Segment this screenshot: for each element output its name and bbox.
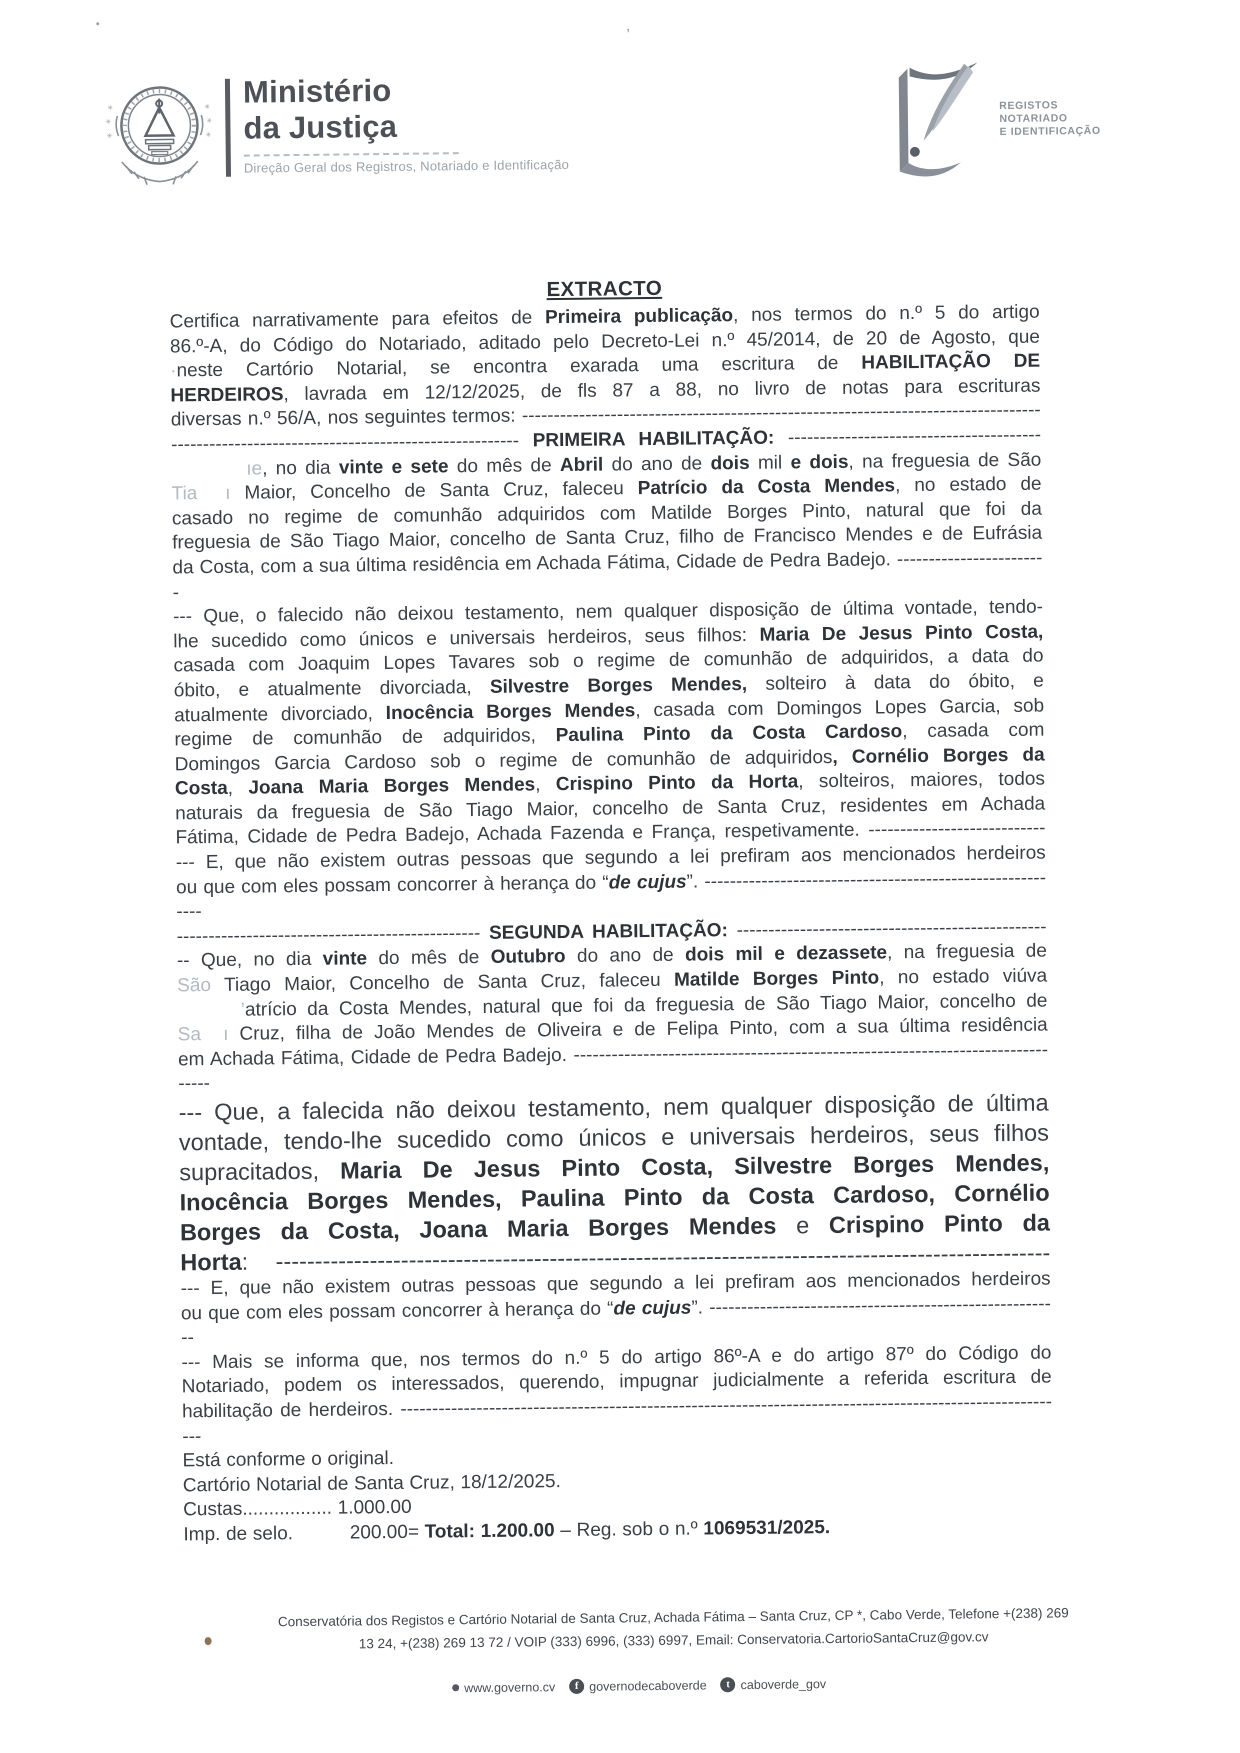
text-segment: : --------------------------------------------------------------------------------------------------- xyxy=(241,1239,1051,1275)
text-segment: Joana Maria Borges Mendes xyxy=(248,774,536,799)
document-body xyxy=(169,272,1053,1548)
text-segment: Maria De Jesus Pinto Costa, xyxy=(759,621,1044,646)
text-segment: ou que com eles possam concorrer à herança do “ xyxy=(175,872,609,899)
text-segment: PRIMEIRA HABILITAÇÃO: xyxy=(532,427,775,452)
text-segment: --- Mais se informa que, nos termos do n.º 5 do artigo 86º-A e do artigo 87º do Código do xyxy=(181,1342,1052,1374)
text-segment: Inocência Borges Mendes xyxy=(385,699,636,724)
footer-line1: Conservatória dos Registos e Cartório Notarial de Santa Cruz, Achada Fátima – Santa Cruz, CP *, Cabo Verde, Telefone +(238) 269 xyxy=(277,1605,1069,1630)
text-segment: Fátima, Cidade de Pedra Badejo, Achada Fazenda e França, respetivamente. ---------------------------- xyxy=(175,818,1046,849)
text-segment: dois mil e dezassete xyxy=(684,942,888,967)
text-segment: Notariado, podem os interessados, querendo, impugnar judicialmente a referida escritura de xyxy=(181,1366,1052,1398)
text-segment: Borges da Costa, Joana Maria Borges Mendes xyxy=(179,1212,777,1246)
text-segment: Primeira publicação xyxy=(544,305,734,329)
text-segment: 1069531/2025. xyxy=(703,1516,831,1540)
text-segment: do ano de xyxy=(565,945,686,968)
text-segment: , solteiros, maiores, todos xyxy=(798,768,1046,793)
text-segment: , Cornélio Borges da xyxy=(832,744,1045,768)
text-segment: ’ xyxy=(240,999,246,1021)
text-segment: ------------------------------------------------ xyxy=(176,922,490,948)
text-segment: mil xyxy=(749,451,791,474)
text-segment: Tia ı xyxy=(171,482,245,505)
text-segment: Horta xyxy=(180,1248,242,1276)
department-dashed-rule xyxy=(244,152,459,156)
text-segment: da Costa, com a sua última residência em Achada Fátima, Cidade de Pedra Badejo. ------------------------ xyxy=(172,547,1043,603)
facebook-icon: f xyxy=(569,1679,584,1694)
text-segment: Crispino Pinto da Horta xyxy=(555,771,799,796)
text-segment: atrício da Costa Mendes, natural que foi da freguesia de São Tiago Maior, concelho de xyxy=(244,990,1048,1021)
footer-social-row xyxy=(19,1671,1240,1700)
text-segment: ıe xyxy=(246,457,263,480)
cape-verde-coat-of-arms-icon xyxy=(99,73,220,196)
text-segment: ------------------------------------------------- xyxy=(727,916,1047,942)
text-segment: ”. -------------------------------------------------------- xyxy=(181,1293,1051,1349)
text-segment: ”. ---------------------------------------------------------- xyxy=(176,867,1047,923)
text-segment: --- Que, a falecida não deixou testamento, nem qualquer disposição de última xyxy=(178,1089,1049,1126)
ministry-title-line2: da Justiça xyxy=(243,108,398,146)
header-divider-bar xyxy=(225,79,231,177)
agency-text xyxy=(999,99,1101,139)
text-segment: ---------------------------------------- xyxy=(774,424,1042,449)
text-segment: · xyxy=(170,360,177,382)
text-segment: vinte xyxy=(322,948,368,971)
svg-text:✳: ✳ xyxy=(204,103,211,112)
agency-text-line1: REGISTOS xyxy=(999,99,1059,113)
scan-speck xyxy=(205,1637,212,1645)
svg-text:✳: ✳ xyxy=(205,131,212,140)
text-segment: habilitação de herdeiros. ---------------------------------------------------------------------------------------------------------- xyxy=(181,1391,1053,1447)
twitter-icon: t xyxy=(721,1677,736,1692)
text-segment: Domingos Garcia Cardoso sob o regime de comunhão de adquiridos xyxy=(174,746,833,776)
text-segment: , casada com Domingos Lopes Garcia, sob xyxy=(635,695,1045,721)
text-segment: , na freguesia de xyxy=(886,940,1047,964)
text-segment: solteiro à data do óbito, e xyxy=(747,670,1044,695)
text-segment: --- Que, o falecido não deixou testamento, nem qualquer disposição de última vontade, tendo- xyxy=(172,596,1044,628)
scan-speck: ’ xyxy=(626,26,630,44)
text-segment: casada com Joaquim Lopes Tavares sob o regime de comunhão de adquiridos, a data do xyxy=(173,645,1044,677)
text-segment: HABILITAÇÃO DE xyxy=(861,350,1041,374)
text-segment: --- E, que não existem outras pessoas que segundo a lei prefiram aos mencionados herdeiros xyxy=(175,842,1046,874)
social-twitter xyxy=(721,1676,827,1692)
text-segment: Está conforme o original. xyxy=(182,1448,395,1472)
svg-text:✳: ✳ xyxy=(107,105,114,113)
text-segment: Sa ı xyxy=(177,1023,240,1046)
text-segment: óbito, e atualmente divorciada, xyxy=(173,676,491,702)
social-facebook-label: governodecaboverde xyxy=(589,1677,707,1694)
text-segment: naturais da freguesia de São Tiago Maior, concelho de Santa Cruz, residentes em Achada xyxy=(175,793,1046,825)
text-segment xyxy=(171,458,246,480)
text-segment: Abril xyxy=(559,454,604,476)
text-segment: , xyxy=(227,777,249,800)
text-segment: HERDEIROS xyxy=(170,383,284,407)
text-segment: Cruz, filha de João Mendes de Oliveira e de Felipa Pinto, com a sua última residência xyxy=(239,1014,1048,1045)
text-segment: ou que com eles possam concorrer à herança do “ xyxy=(180,1298,614,1324)
document-lines xyxy=(170,301,1054,1548)
agency-text-line3: E IDENTIFICAÇÃO xyxy=(999,124,1101,139)
text-segment: Total: 1.200.00 xyxy=(424,1520,555,1543)
text-segment: vontade, tendo-lhe sucedido como únicos e universais herdeiros, seus filhos xyxy=(178,1119,1050,1156)
social-site-label: www.governo.cv xyxy=(464,1679,556,1695)
text-segment: SEGUNDA HABILITAÇÃO: xyxy=(488,920,728,944)
text-segment: , xyxy=(535,774,556,796)
text-segment: vinte e sete xyxy=(338,455,449,479)
text-segment: , nos termos do n.º 5 do artigo xyxy=(732,301,1040,327)
text-segment: Inocência Borges Mendes, Paulina Pinto da Costa Cardoso, Cornélio xyxy=(179,1179,1050,1216)
svg-text:✳: ✳ xyxy=(105,119,112,127)
ministry-title xyxy=(243,73,397,147)
text-segment: , no dia xyxy=(262,457,340,479)
text-segment: Custas................. 1.000.00 xyxy=(183,1497,412,1521)
ministry-title-line1: Ministério xyxy=(242,72,392,110)
text-segment xyxy=(177,999,240,1021)
text-segment: – Reg. sob o n.º xyxy=(554,1518,704,1542)
text-segment: do ano de xyxy=(603,452,711,476)
text-segment: de cujus xyxy=(613,1297,692,1320)
text-segment: --- E, que não existem outras pessoas que segundo a lei prefiram aos mencionados herdeiros xyxy=(180,1268,1051,1300)
text-segment: diversas n.º 56/A, nos seguintes termos: ---------------------------------------------------------------------------------- xyxy=(170,399,1041,431)
agency-text-line2: NOTARIADO xyxy=(999,112,1068,126)
text-segment: Costa xyxy=(174,778,228,800)
footer-contact xyxy=(168,1600,1178,1657)
department-subtitle: Direção Geral dos Registros, Notariado e Identificação xyxy=(243,156,570,176)
text-segment: Patrício da Costa Mendes xyxy=(637,475,896,500)
text-segment: ------------------------------------------------------- xyxy=(170,430,533,456)
social-site xyxy=(452,1680,555,1695)
text-segment: Certifica narrativamente para efeitos de xyxy=(169,307,546,333)
footer-line2: 13 24, +(238) 269 13 72 / VOIP (333) 6996, (333) 6997, Email: Conservatoria.CartorioSantaCruz@gov.cv xyxy=(358,1629,989,1652)
text-segment: regime de comunhão de adquiridos, xyxy=(174,725,556,751)
text-segment: neste Cartório Notarial, se encontra exarada uma escritura de xyxy=(176,352,862,382)
text-segment: lhe sucedido como únicos e universais herdeiros, seus filhos: xyxy=(173,624,760,653)
document-title: EXTRACTO xyxy=(546,276,663,302)
text-segment: , lavrada em 12/12/2025, de fls 87 a 88, no livro de notas para escrituras xyxy=(283,375,1041,405)
text-segment: e dois xyxy=(790,451,849,473)
text-segment: dois xyxy=(710,452,750,474)
text-segment: , na freguesia de São xyxy=(848,449,1042,473)
social-twitter-label: caboverde_gov xyxy=(740,1676,827,1692)
text-segment: -- Que, no dia xyxy=(176,949,323,972)
text-segment: Maria De Jesus Pinto Costa, Silvestre Borges Mendes, xyxy=(340,1149,1050,1184)
text-segment: Matilde Borges Pinto xyxy=(673,967,880,991)
text-segment: do mês de xyxy=(366,947,491,970)
text-segment: do mês de xyxy=(448,454,561,477)
text-segment: Outubro xyxy=(490,946,566,969)
text-segment: Cartório Notarial de Santa Cruz, 18/12/2025. xyxy=(182,1470,561,1497)
text-segment: Maior, Concelho de Santa Cruz, faleceu xyxy=(244,478,638,504)
text-segment: Imp. de selo. 200.00= xyxy=(183,1521,425,1546)
text-segment: Silvestre Borges Mendes, xyxy=(489,673,748,698)
text-segment: casado no regime de comunhão adquiridos com Matilde Borges Pinto, natural que foi da xyxy=(171,498,1042,530)
social-facebook xyxy=(569,1677,707,1694)
registos-agency-logo xyxy=(881,46,1143,189)
text-segment: , no estado de xyxy=(894,473,1042,497)
text-segment: em Achada Fátima, Cidade de Pedra Badejo. -------------------------------------------------------------------------------- xyxy=(177,1039,1049,1095)
text-segment: São xyxy=(177,975,212,997)
text-segment: e xyxy=(776,1212,830,1239)
svg-text:✳: ✳ xyxy=(206,117,213,126)
text-segment: Paulina Pinto da Costa Cardoso xyxy=(555,721,903,747)
text-segment: Tiago Maior, Concelho de Santa Cruz, faleceu xyxy=(210,969,675,997)
open-book-quill-icon xyxy=(881,48,993,189)
text-segment: atualmente divorciado, xyxy=(174,702,386,726)
scan-speck xyxy=(96,22,99,25)
svg-text:✳: ✳ xyxy=(106,133,113,141)
text-segment: Crispino Pinto da xyxy=(828,1209,1051,1239)
text-segment: de cujus xyxy=(608,871,687,894)
globe-bullet-icon xyxy=(452,1684,459,1691)
text-segment: , no estado viúva xyxy=(879,965,1048,989)
text-segment: supracitados, xyxy=(179,1157,341,1186)
text-segment: freguesia de São Tiago Maior, concelho de Santa Cruz, filho de Francisco Mendes e de Eufrásia xyxy=(172,522,1043,554)
text-segment: , casada com xyxy=(902,719,1045,743)
text-segment: 86.º-A, do Código do Notariado, aditado pelo Decreto-Lei n.º 45/2014, de 20 de Agosto, que xyxy=(169,326,1040,358)
